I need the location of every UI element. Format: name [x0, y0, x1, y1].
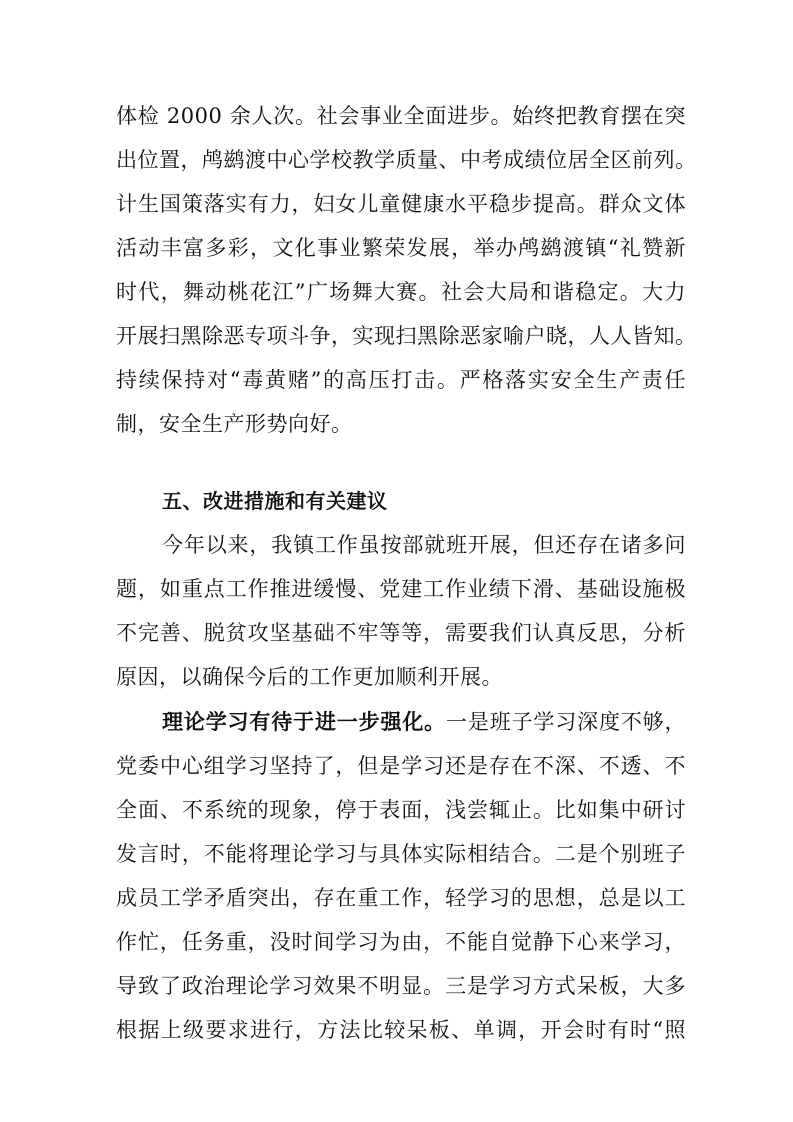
paragraph-lead-rest: 一是班子学习深度不够，: [446, 710, 687, 734]
section-heading: 五、改进措施和有关建议: [162, 489, 388, 513]
paragraph-line: 活动丰富多彩，文化事业繁荣发展，举办鸬鹚渡镇“礼赞新: [116, 236, 686, 260]
paragraph-line: 开展扫黑除恶专项斗争，实现扫黑除恶家喻户晓，人人皆知。: [116, 324, 697, 348]
paragraph-line: 出位置，鸬鹚渡中心学校教学质量、中考成绩位居全区前列。: [116, 148, 697, 172]
paragraph-line: 时代，舞动桃花江”广场舞大赛。社会大局和谐稳定。大力: [116, 280, 686, 304]
paragraph-line-with-lead: [162, 707, 686, 737]
paragraph-line: 原因，以确保今后的工作更加顺利开展。: [116, 665, 503, 689]
paragraph-line: 今年以来，我镇工作虽按部就班开展，但还存在诸多问: [162, 533, 686, 557]
paragraph-line: 作忙，任务重，没时间学习为由，不能自觉静下心来学习，: [116, 930, 686, 954]
paragraph-line: 根据上级要求进行，方法比较呆板、单调，开会时有时“照: [116, 1018, 686, 1042]
paragraph-line: 制，安全生产形势向好。: [116, 412, 353, 436]
paragraph-lead-bold: 理论学习有待于进一步强化。: [162, 710, 447, 734]
paragraph-line: 持续保持对“毒黄赌”的高压打击。严格落实安全生产责任: [116, 368, 686, 392]
paragraph-line: 全面、不系统的现象，停于表面，浅尝辄止。比如集中研讨: [116, 798, 686, 822]
paragraph-line: 计生国策落实有力，妇女儿童健康水平稳步提高。群众文体: [116, 192, 686, 216]
paragraph-line: 党委中心组学习坚持了，但是学习还是存在不深、不透、不: [116, 754, 686, 778]
paragraph-line: 体检 2000 余人次。社会事业全面进步。始终把教育摆在突: [116, 104, 686, 128]
paragraph-line: 题，如重点工作推进缓慢、党建工作业绩下滑、基础设施极: [116, 577, 686, 601]
paragraph-line: 成员工学矛盾突出，存在重工作，轻学习的思想，总是以工: [116, 886, 686, 910]
paragraph-line: 导致了政治理论学习效果不明显。三是学习方式呆板，大多: [116, 974, 686, 998]
paragraph-line: 发言时，不能将理论学习与具体实际相结合。二是个别班子: [116, 842, 686, 866]
paragraph-line: 不完善、脱贫攻坚基础不牢等等，需要我们认真反思，分析: [116, 621, 686, 645]
